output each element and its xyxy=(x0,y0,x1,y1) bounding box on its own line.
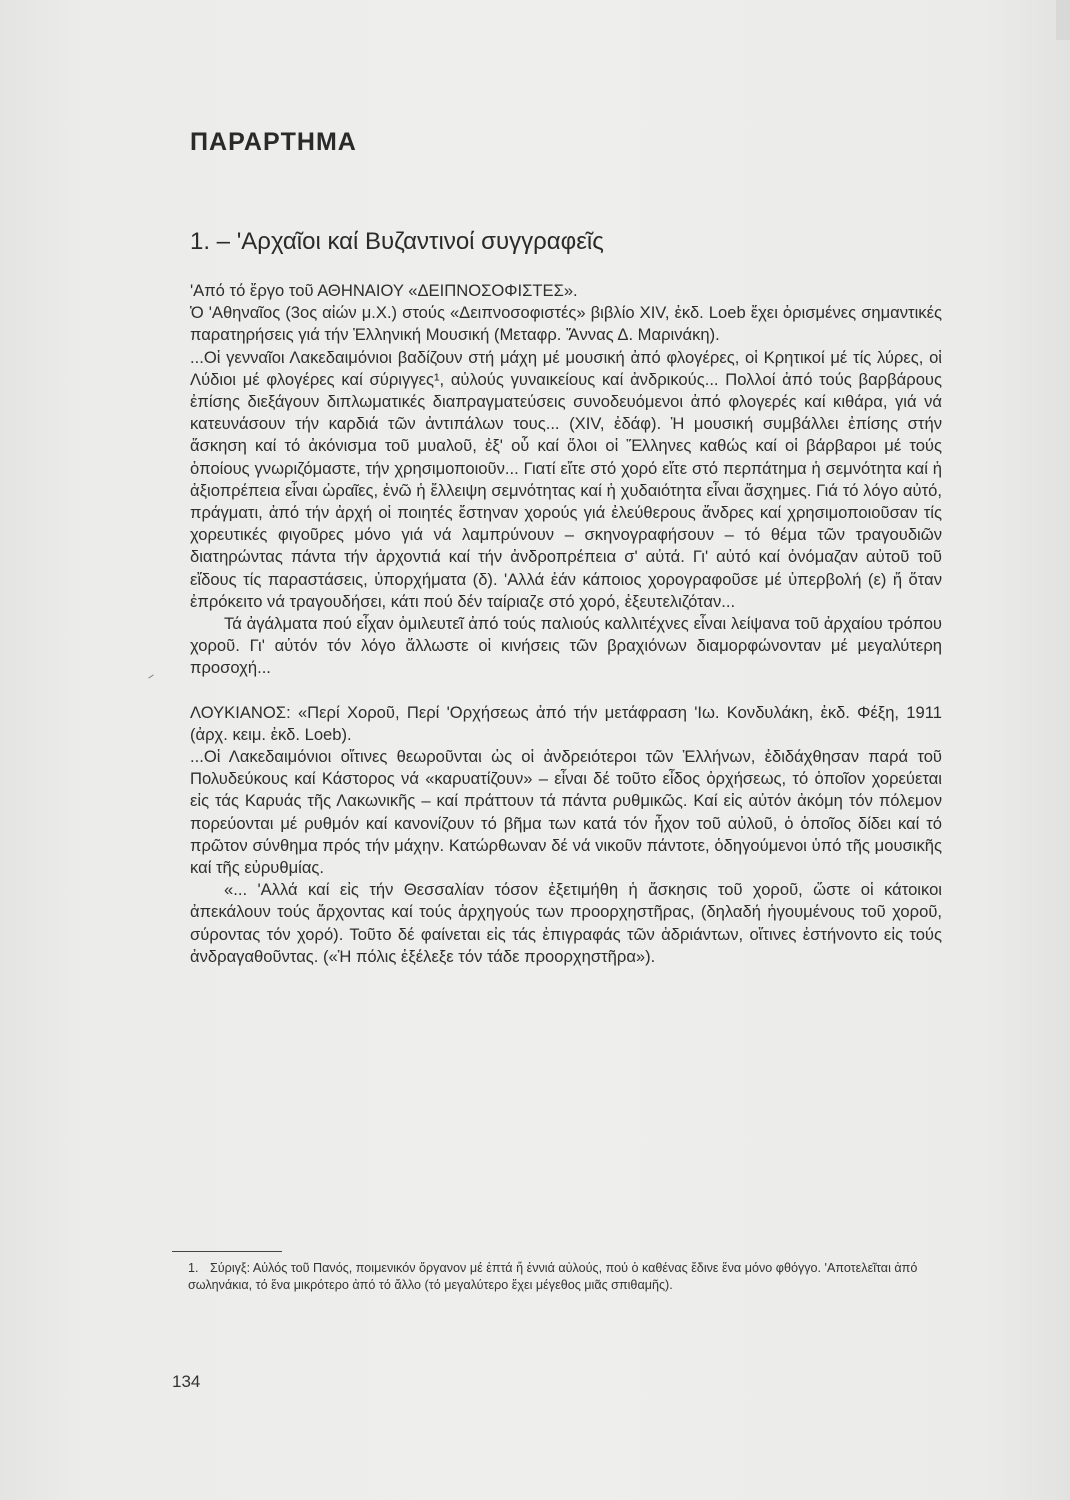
section-title: 1. – 'Αρχαῖοι καί Βυζαντινοί συγγραφεῖς xyxy=(190,228,604,255)
paragraph-source-athenaeus: 'Από τό ἔργο τοῦ ΑΘΗΝΑΙΟΥ «ΔΕΙΠΝΟΣΟΦΙΣΤΕΣ». xyxy=(190,281,578,300)
scan-edge-shadow xyxy=(1056,0,1070,40)
page-heading: ΠΑΡΑΡΤΗΜΑ xyxy=(190,128,357,156)
paragraph-lucian-spartans: ...Οἱ Λακεδαιμόνιοι οἵτινες θεωροῦνται ὡς οἱ ἀνδρειότεροι τῶν Ἑλλήνων, ἐδιδάχθησαν παρά τοῦ Πολυδεύκους καί Κάστορος νά «καρυατίζουν» – εἶναι δέ τοῦτο εἶδος ὀρχήσεως, τό ὁποῖον χορεύεται εἰς τάς Καρυάς τῆς Λακωνικῆς – καί πράττουν τά πάντα ρυθμικῶς. Καί εἰς αὐτόν ἀκόμη τόν πόλεμον πορεύονται μέ ρυθμόν καί κανονίζουν τό βῆμα των κατά τόν ἦχον τοῦ αὐλοῦ, ὁ ὁποῖος δίδει καί τό πρῶτον σύνθημα πρός τήν μάχην. Κατώρθωναν δέ νά νικοῦν πάντοτε, ὁδηγούμενοι ὑπό τῆς μουσικῆς καί τῆς εὐρυθμίας. xyxy=(190,747,942,878)
footnote-number: 1. xyxy=(188,1261,199,1275)
scan-mark xyxy=(148,674,153,678)
paragraph-gap xyxy=(190,680,942,702)
footnote-divider xyxy=(172,1251,282,1252)
footnote-text: Σύριγξ: Αὐλός τοῦ Πανός, ποιμενικόν ὄργανον μέ ἑπτά ἤ ἐννιά αὐλούς, πού ὁ καθένας ἔδινε ἕνα μόνο φθόγγο. 'Αποτελεῖται ἀπό σωληνάκια, τό ἕνα μικρότερο ἀπό τό ἄλλο (τό μεγαλύτερο ἔχει μέγεθος μιᾶς σπιθαμῆς). xyxy=(188,1261,918,1292)
page-number: 134 xyxy=(172,1372,201,1391)
paragraph-athenaeus-intro: Ὁ 'Αθηναῖος (3ος αἰών μ.Χ.) στούς «Δειπνοσοφιστές» βιβλίο XIV, ἐκδ. Loeb ἔχει ὁρισμένες σημαντικές παρατηρήσεις γιά τήν Ἑλληνική Μουσική (Μεταφρ. Ἄννας Δ. Μαρινάκη). xyxy=(190,303,942,345)
paragraph-athenaeus-quote: ...Οἱ γενναῖοι Λακεδαιμόνιοι βαδίζουν στή μάχη μέ μουσική ἀπό φλογέρες, οἱ Κρητικοί μέ τίς λύρες, οἱ Λύδιοι μέ φλογέρες καί σύριγγες¹, αὐλούς γυναικείους καί ἀνδρικούς... Πολλοί ἀπό τούς βαρβάρους ἐπίσης διεξάγουν διπλωματικές διαπραγματεύσεις συνοδευόμενοι ἀπό φλογερές καί κιθάρα, γιά νά κατευνάσουν τήν καρδιά τῶν ἀντιπάλων τους... (XIV, ἐδάφ). Ἡ μουσική συμβάλλει ἐπίσης στήν ἄσκηση καί τό ἀκόνισμα τοῦ μυαλοῦ, ἐξ' οὗ καί ὅλοι οἱ Ἕλληνες καθώς καί οἱ βάρβαροι μέ τούς ὁποίους γνωριζόμαστε, τήν χρησιμοποιοῦν... Γιατί εἴτε στό χορό εἴτε στό περπάτημα ἡ σεμνότητα καί ἡ ἀξιοπρέπεια εἶναι ὡραῖες, ἐνῶ ἡ ἔλλειψη σεμνότητας καί ἡ χυδαιότητα εἶναι ἄσχημες. Γιά τό λόγο αὐτό, πράγματι, ἀπό τήν ἀρχή οἱ ποιητές ἔστηναν χορούς γιά ἐλεύθερους ἄνδρες καί χρησιμοποιοῦσαν τίς χορευτικές φιγοῦρες μόνο γιά νά λαμπρύνουν – σκηνογραφήσουν – τό θέμα τῶν τραγουδιῶν διατηρώντας πάντα τήν ἀρχοντιά καί τήν ἀνδροπρέπεια σ' αὐτά. Γι' αὐτό καί ὀνόμαζαν αὐτοῦ τοῦ εἴδους τίς παραστάσεις, ὑπορχήματα (δ). 'Αλλά ἐάν κάποιος χορογραφοῦσε μέ ὑπερβολή (ε) ἤ ὅταν ἐπρόκειτο νά τραγουδήσει, κάτι πού δέν ταίριαζε στό χορό, ἐξευτελιζόταν... xyxy=(190,347,942,611)
paragraph-statues: Τά ἀγάλματα πού εἶχαν ὁμιλευτεῖ ἀπό τούς παλιούς καλλιτέχνες εἶναι λείψανα τοῦ ἀρχαίου τρόπου χοροῦ. Γι' αὐτόν τόν λόγο ἄλλωστε οἱ κινήσεις τῶν βραχιόνων διαμορφώνονταν μέ μεγαλύτερη προσοχή... xyxy=(190,614,942,678)
paragraph-source-lucian: ΛΟΥΚΙΑΝΟΣ: «Περί Χοροῦ, Περί 'Ορχήσεως ἀπό τήν μετάφραση 'Ιω. Κονδυλάκη, ἐκδ. Φέξη, 1911 (ἀρχ. κειμ. ἐκδ. Loeb). xyxy=(190,702,942,744)
footnote xyxy=(188,1260,930,1294)
paragraph-lucian-thessaly: «... 'Αλλά καί εἰς τήν Θεσσαλίαν τόσον ἐξετιμήθη ἡ ἄσκησις τοῦ χοροῦ, ὥστε οἱ κάτοικοι ἀπεκάλουν τούς ἄρχοντας καί τούς ἀρχηγούς των προορχηστῆρας, (δηλαδή ἡγουμένους τοῦ χοροῦ, σύροντας τόν χορό). Τοῦτο δέ φαίνεται εἰς τάς ἐπιγραφάς τῶν ἀδριάντων, οἵτινες ἐστήνοντο εἰς τούς ἀνδραγαθοῦντας. («Ἡ πόλις ἐξέλεξε τόν τάδε προορχηστῆρα»). xyxy=(190,880,942,966)
main-text xyxy=(190,280,942,968)
